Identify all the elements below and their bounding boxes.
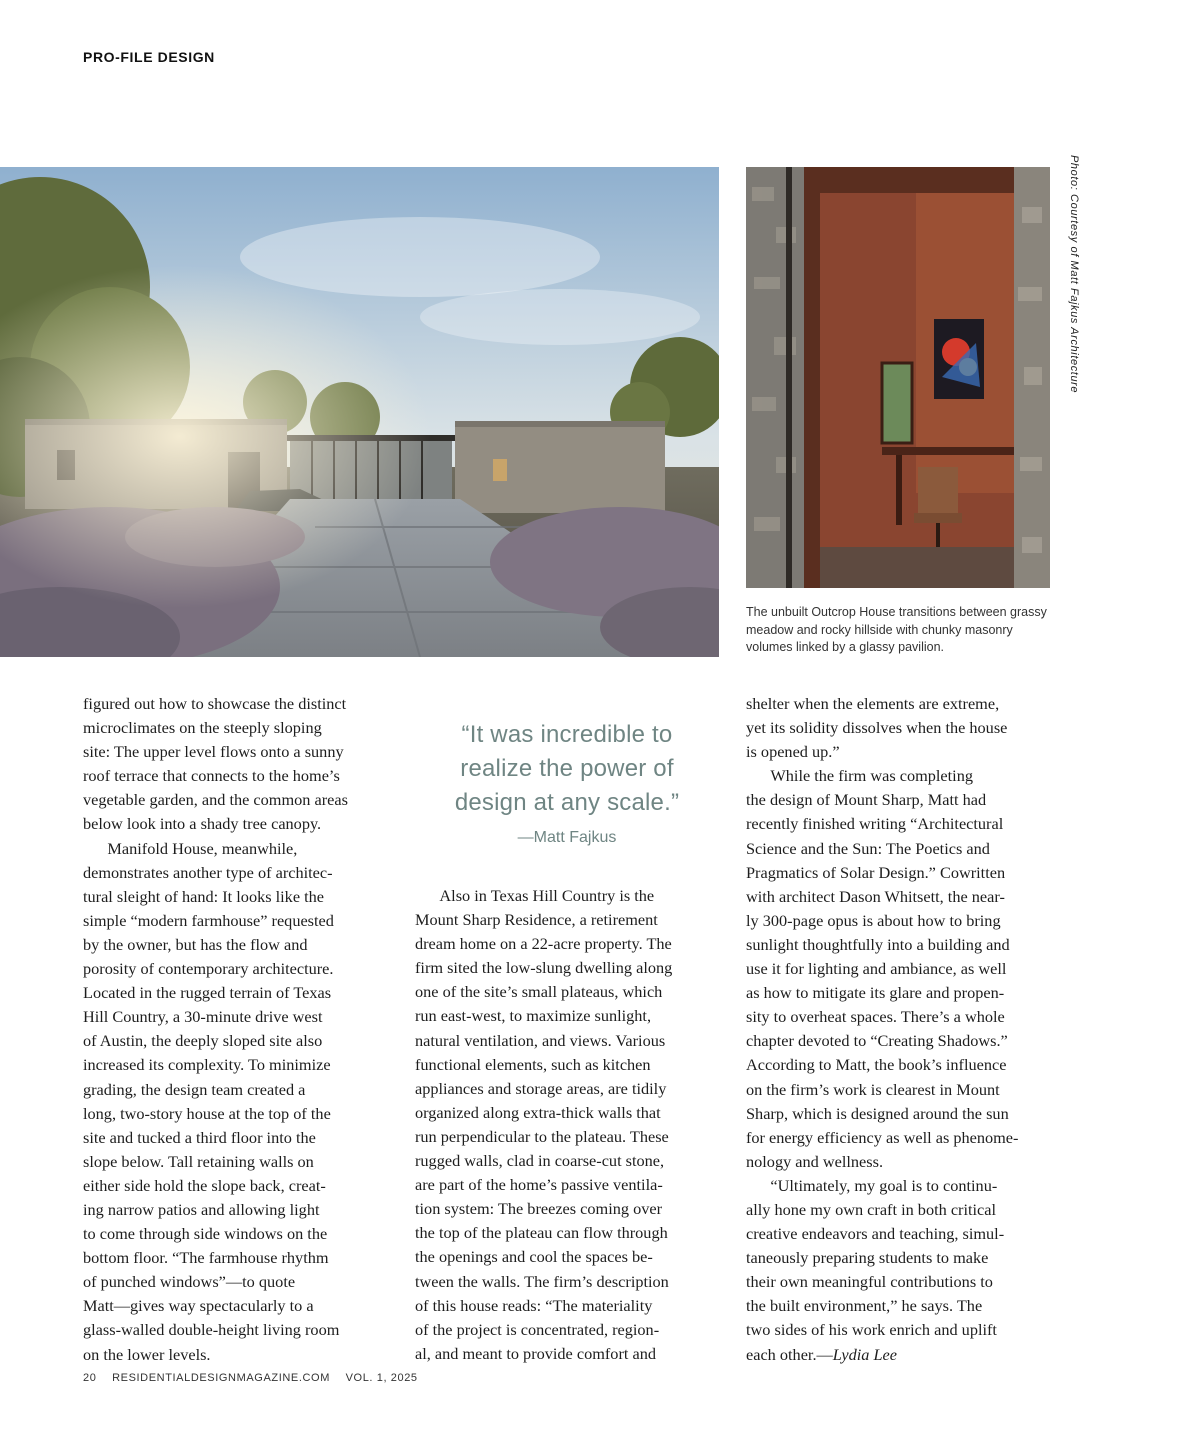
text-line: the built environment,” he says. The <box>746 1296 983 1316</box>
text-line: Matt—gives way spectacularly to a <box>83 1296 314 1316</box>
text-line: roof terrace that connects to the home’s <box>83 766 340 786</box>
pull-quote-attribution: —Matt Fajkus <box>517 829 617 846</box>
text-line: creative endeavors and teaching, simul- <box>746 1224 1005 1244</box>
text-line: Mount Sharp Residence, a retirement <box>415 910 658 930</box>
text-line: is opened up.” <box>746 742 840 762</box>
text-line: natural ventilation, and views. Various <box>415 1030 666 1050</box>
text-line: on the lower levels. <box>83 1344 211 1364</box>
text-line: Manifold House, meanwhile, <box>83 838 298 858</box>
text-line: ally hone my own craft in both critical <box>746 1199 997 1219</box>
text-line: of the project is concentrated, region- <box>415 1319 660 1339</box>
text-line: of Austin, the deeply sloped site also <box>83 1031 323 1051</box>
text-line: nology and wellness. <box>746 1151 884 1171</box>
text-line: grading, the design team created a <box>83 1079 306 1099</box>
text-line: one of the site’s small plateaus, which <box>415 982 663 1002</box>
text-line: the top of the plateau can flow through <box>415 1223 668 1243</box>
text-line: demonstrates another type of architec- <box>83 862 333 882</box>
text-line: Also in Texas Hill Country is the <box>415 886 655 905</box>
text-line: the openings and cool the spaces be- <box>415 1247 653 1267</box>
text-line: of this house reads: “The materiality <box>415 1295 653 1315</box>
text-line: vegetable garden, and the common areas <box>83 790 348 810</box>
text-line: yet its solidity dissolves when the house <box>746 718 1008 738</box>
closing-line: each other.— <box>746 1344 833 1364</box>
photo-credit: Photo: Courtesy of Matt Fajkus Architecture <box>1068 155 1080 394</box>
text-line: two sides of his work enrich and uplift <box>746 1320 997 1340</box>
text-line: as how to mitigate its glare and propen- <box>746 983 1005 1003</box>
text-line: simple “modern farmhouse” requested <box>83 910 334 930</box>
text-line: porosity of contemporary architecture. <box>83 959 334 979</box>
pull-quote-line: “It was incredible to <box>461 721 673 748</box>
text-line: either side hold the slope back, creat- <box>83 1175 326 1195</box>
text-line: Located in the rugged terrain of Texas <box>83 983 332 1003</box>
text-line <box>746 1343 1056 1367</box>
text-line: sity to overheat spaces. There’s a whole <box>746 1007 1005 1027</box>
body-column-3 <box>746 692 1056 1367</box>
page-footer <box>83 1372 430 1384</box>
text-line: tural sleight of hand: It looks like the <box>83 886 325 906</box>
text-line: for energy efficiency as well as phenome- <box>746 1127 1019 1147</box>
body-column-2 <box>415 884 725 1366</box>
text-line: site: The upper level flows onto a sunny <box>83 742 344 762</box>
text-line: by the owner, but has the flow and <box>83 934 308 954</box>
text-line: figured out how to showcase the distinct <box>83 694 347 713</box>
text-line: tion system: The breezes coming over <box>415 1199 663 1219</box>
text-line: While the firm was completing <box>746 766 973 786</box>
text-line: taneously preparing students to make <box>746 1248 989 1268</box>
section-label: PRO-FILE DESIGN <box>83 49 215 65</box>
text-line: According to Matt, the book’s influence <box>746 1055 1007 1075</box>
photo-caption: The unbuilt Outcrop House transitions between grassy meadow and rocky hillside with chunky masonry volumes linked by a glassy pavilion. <box>746 605 1047 654</box>
text-line: Hill Country, a 30-minute drive west <box>83 1007 323 1027</box>
text-line: bottom floor. “The farmhouse rhythm <box>83 1248 329 1268</box>
text-line: firm sited the low-slung dwelling along <box>415 958 673 978</box>
text-line: recently finished writing “Architectural <box>746 814 1004 834</box>
text-line: to come through side windows on the <box>83 1224 328 1244</box>
text-line: increased its complexity. To minimize <box>83 1055 331 1075</box>
text-line: of punched windows”—to quote <box>83 1272 296 1292</box>
text-line: organized along extra-thick walls that <box>415 1102 661 1122</box>
volume-info: VOL. 1, 2025 <box>345 1372 418 1384</box>
magazine-site: RESIDENTIALDESIGNMAGAZINE.COM <box>112 1372 330 1384</box>
text-line: dream home on a 22-acre property. The <box>415 934 672 954</box>
text-line: ing narrow patios and allowing light <box>83 1199 320 1219</box>
text-line: the design of Mount Sharp, Matt had <box>746 790 987 810</box>
pull-quote-line: realize the power of <box>460 755 674 782</box>
byline: Lydia Lee <box>832 1344 897 1364</box>
text-line: Sharp, which is designed around the sun <box>746 1103 1009 1123</box>
text-line: on the firm’s work is clearest in Mount <box>746 1079 1000 1099</box>
text-line: tween the walls. The firm’s description <box>415 1271 669 1291</box>
text-line: rugged walls, clad in coarse-cut stone, <box>415 1151 665 1171</box>
text-line: use it for lighting and ambiance, as well <box>746 959 1007 979</box>
text-line: ly 300-page opus is about how to bring <box>746 910 1001 930</box>
page-number: 20 <box>83 1372 97 1384</box>
text-line: are part of the home’s passive ventila- <box>415 1175 663 1195</box>
text-line: glass-walled double-height living room <box>83 1320 340 1340</box>
house-exterior-photo <box>0 167 719 657</box>
text-line: chapter devoted to “Creating Shadows.” <box>746 1031 1008 1051</box>
text-line: appliances and storage areas, are tidily <box>415 1078 667 1098</box>
text-line: Pragmatics of Solar Design.” Cowritten <box>746 862 1006 882</box>
text-line: their own meaningful contributions to <box>746 1272 993 1292</box>
text-line: slope below. Tall retaining walls on <box>83 1151 314 1171</box>
text-line: al, and meant to provide comfort and <box>415 1343 656 1363</box>
text-line: site and tucked a third floor into the <box>83 1127 316 1147</box>
text-line: run east-west, to maximize sunlight, <box>415 1006 652 1026</box>
text-line: long, two-story house at the top of the <box>83 1103 331 1123</box>
text-line: below look into a shady tree canopy. <box>83 814 322 834</box>
text-line: Science and the Sun: The Poetics and <box>746 838 990 858</box>
text-line: microclimates on the steeply sloping <box>83 718 322 738</box>
pull-quote-line: design at any scale.” <box>454 789 680 816</box>
text-line: sunlight thoughtfully into a building and <box>746 934 1010 954</box>
text-line: run perpendicular to the plateau. These <box>415 1126 669 1146</box>
body-column-1 <box>83 692 393 1367</box>
interior-study-photo <box>746 167 1050 588</box>
text-line: shelter when the elements are extreme, <box>746 694 1000 713</box>
text-line: with architect Dason Whitsett, the near- <box>746 886 1005 906</box>
pull-quote <box>415 718 719 847</box>
text-line: functional elements, such as kitchen <box>415 1054 651 1074</box>
text-line: “Ultimately, my goal is to continu- <box>746 1175 998 1195</box>
